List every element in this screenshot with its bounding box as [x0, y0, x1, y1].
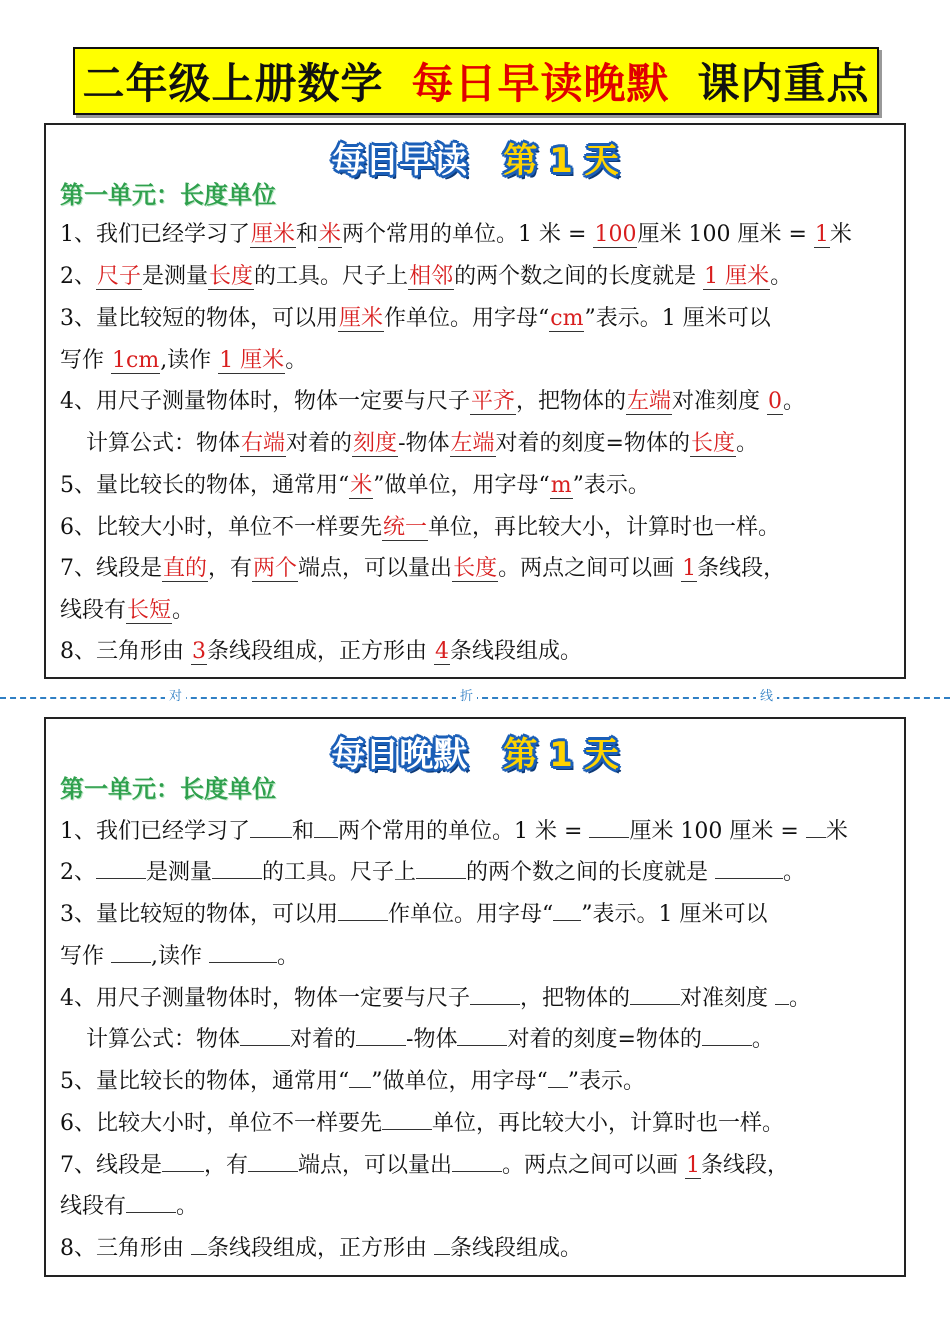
line-text: 的工具。尺子上 [254, 264, 409, 289]
line-text: 3、量比较短的物体，可以用 [60, 902, 338, 927]
fill-blank[interactable] [314, 815, 338, 838]
line-text: 条线段， [701, 1153, 790, 1178]
fill-blank[interactable] [111, 940, 151, 963]
read-line-formula [86, 428, 896, 460]
read-line-7 [60, 512, 896, 544]
line-text: 和 [296, 222, 319, 247]
line-text: 的工具。尺子上 [262, 860, 417, 885]
recite-line-formula [86, 1023, 896, 1056]
line-text: 厘米 100 厘米 = [629, 819, 806, 844]
fill-blank[interactable] [126, 1190, 176, 1213]
answer-text: 1 厘米 [704, 264, 770, 289]
answer-text: 长度 [690, 431, 735, 456]
line-text: 的两个数之间的长度就是 [466, 860, 716, 885]
line-text: 。 [789, 986, 812, 1011]
line-text: 。 [735, 431, 758, 456]
banner-day: 第 1 天 [503, 141, 619, 181]
recite-line-8 [60, 1149, 896, 1182]
line-text: 对着的 [286, 431, 353, 456]
fill-blank[interactable] [775, 982, 789, 1005]
read-line-3 [60, 303, 896, 335]
line-text: 厘米 100 厘米 = [637, 222, 814, 247]
fill-blank[interactable] [382, 1107, 432, 1130]
line-text: ，把物体的 [520, 986, 631, 1011]
line-text: 6、比较大小时，单位不一样要先 [60, 515, 382, 540]
recite-line-9 [60, 1190, 896, 1223]
banner-day: 第 1 天 [503, 735, 619, 775]
line-text: ,读作 [151, 944, 209, 969]
fill-blank[interactable] [191, 1232, 207, 1255]
answer-text: m [550, 473, 572, 498]
line-text: 。两点之间可以画 [498, 556, 682, 581]
recite-line-7 [60, 1107, 896, 1140]
line-text: 对准刻度 [680, 986, 776, 1011]
line-text: 2、 [60, 860, 96, 885]
fill-blank[interactable] [452, 1149, 502, 1172]
evening-recite-panel [44, 717, 906, 1277]
answer-text: 1 厘米 [219, 348, 285, 373]
fold-label-1: 对 [165, 688, 186, 706]
banner-title: 每日早读 [331, 141, 468, 181]
fill-blank[interactable] [630, 982, 680, 1005]
line-text: 4、用尺子测量物体时，物体一定要与尺子 [60, 389, 470, 414]
fill-blank[interactable] [715, 856, 783, 879]
fill-blank[interactable] [248, 1149, 298, 1172]
unit-heading: 第一单元：长度单位 [60, 775, 276, 803]
line-text: 条线段组成。 [450, 639, 583, 664]
line-text: 写作 [60, 944, 111, 969]
unit-heading: 第一单元：长度单位 [60, 181, 276, 209]
answer-text: 1 [682, 556, 697, 581]
line-text: 单位，再比较大小，计算时也一样。 [432, 1111, 785, 1136]
fill-blank[interactable] [250, 815, 292, 838]
fill-blank[interactable] [806, 815, 826, 838]
answer-text: 直的 [163, 556, 208, 581]
line-text: ”表示。1 厘米可以 [581, 902, 768, 927]
answer-text: 0 [768, 389, 783, 414]
line-text: 。 [285, 348, 308, 373]
fill-blank[interactable] [457, 1023, 507, 1046]
line-text: 两个常用的单位。1 米 = [338, 819, 590, 844]
fill-blank[interactable] [209, 940, 277, 963]
fill-blank[interactable] [338, 898, 388, 921]
read-line-9 [60, 595, 896, 627]
answer-text: 4 [435, 639, 449, 664]
line-text: 写作 [60, 348, 111, 373]
line-text: 端点，可以量出 [298, 556, 453, 581]
line-text: 是测量 [142, 264, 209, 289]
answer-text: 尺子 [97, 264, 142, 289]
answer-text: 统一 [383, 515, 428, 540]
read-line-1 [60, 219, 896, 251]
answer-text: 厘米 [339, 306, 384, 331]
title-part-key: 课内重点 [697, 59, 870, 108]
answer-text: 长度 [209, 264, 254, 289]
recite-line-10 [60, 1232, 896, 1265]
line-text: 7、线段是 [60, 556, 162, 581]
line-text: ，有 [208, 556, 253, 581]
read-line-4 [60, 345, 896, 377]
line-text: 条线段组成，正方形由 [207, 639, 434, 664]
line-text: ”表示。 [567, 1069, 645, 1094]
fill-blank[interactable] [349, 1065, 371, 1088]
line-text: 。两点之间可以画 [502, 1153, 686, 1178]
recite-line-4 [60, 940, 896, 973]
answer-text: 相邻 [409, 264, 454, 289]
line-text: 。 [751, 1027, 774, 1052]
line-text: 。 [176, 1194, 199, 1219]
recite-line-6 [60, 1065, 896, 1098]
title-part-grade: 二年级上册数学 [82, 59, 384, 108]
line-text: 。 [770, 264, 793, 289]
fill-blank[interactable] [162, 1149, 204, 1172]
fill-blank[interactable] [212, 856, 262, 879]
line-text: 单位，再比较大小，计算时也一样。 [428, 515, 781, 540]
line-text: 对着的刻度=物体的 [495, 431, 690, 456]
recite-line-3 [60, 898, 896, 931]
line-text: 条线段组成，正方形由 [207, 1236, 434, 1261]
line-text: 条线段， [697, 556, 786, 581]
fill-blank[interactable] [589, 815, 629, 838]
line-text: 。 [783, 389, 806, 414]
line-text: ”表示。1 厘米可以 [584, 306, 771, 331]
fold-label-3: 线 [756, 688, 777, 706]
line-text: 。 [783, 860, 806, 885]
answer-text: 1 [814, 222, 829, 247]
read-line-8 [60, 553, 896, 585]
answer-text: 米 [319, 222, 342, 247]
line-text: 计算公式：物体 [86, 431, 241, 456]
answer-text: 平齐 [471, 389, 516, 414]
fill-blank[interactable] [702, 1023, 752, 1046]
fill-blank[interactable] [96, 856, 146, 879]
line-text: ,读作 [160, 348, 219, 373]
line-text: -物体 [406, 1027, 458, 1052]
line-text: 是测量 [146, 860, 213, 885]
read-line-2 [60, 261, 896, 293]
line-text: 对着的 [290, 1027, 357, 1052]
morning-read-panel [44, 123, 906, 679]
line-text: 线段有 [60, 598, 127, 623]
line-text: 8、三角形由 [60, 1236, 191, 1261]
line-text: 。 [277, 944, 300, 969]
line-text: 端点，可以量出 [298, 1153, 453, 1178]
line-text: 8、三角形由 [60, 639, 191, 664]
recite-line-5 [60, 982, 896, 1015]
answer-text: 左端 [450, 431, 495, 456]
recite-line-2 [60, 856, 896, 889]
line-text: 对准刻度 [672, 389, 768, 414]
line-text: 6、比较大小时，单位不一样要先 [60, 1111, 382, 1136]
fill-blank[interactable] [548, 1065, 568, 1088]
fill-blank[interactable] [416, 856, 466, 879]
answer-text: 长度 [453, 556, 498, 581]
line-text: 计算公式：物体 [86, 1027, 241, 1052]
answer-text: 两个 [253, 556, 298, 581]
line-text: 5、量比较长的物体，通常用“ [60, 1069, 350, 1094]
answer-text: 厘米 [251, 222, 296, 247]
line-text: 7、线段是 [60, 1153, 162, 1178]
line-text: 和 [292, 819, 315, 844]
fold-label-2: 折 [456, 688, 477, 706]
fill-blank[interactable] [434, 1232, 450, 1255]
line-text: ，把物体的 [516, 389, 627, 414]
line-text: ，有 [204, 1153, 249, 1178]
fill-blank[interactable] [356, 1023, 406, 1046]
line-text: 米 [829, 222, 852, 247]
line-text: 作单位。用字母“ [384, 306, 550, 331]
answer-text: 刻度 [353, 431, 398, 456]
line-text: 对着的刻度=物体的 [507, 1027, 702, 1052]
answer-text: cm [550, 306, 584, 331]
fill-blank[interactable] [470, 982, 520, 1005]
line-text: 4、用尺子测量物体时，物体一定要与尺子 [60, 986, 470, 1011]
answer-text: 米 [350, 473, 373, 498]
answer-text: 3 [192, 639, 206, 664]
fill-blank[interactable] [553, 898, 581, 921]
read-line-10 [60, 636, 896, 668]
answer-text: 左端 [627, 389, 672, 414]
line-text: 3、量比较短的物体，可以用 [60, 306, 338, 331]
read-line-5 [60, 386, 896, 418]
page-title [73, 47, 879, 115]
line-text: 米 [825, 819, 848, 844]
line-text: 1、我们已经学习了 [60, 222, 250, 247]
answer-text: 1cm [112, 348, 160, 373]
line-text: 作单位。用字母“ [388, 902, 554, 927]
read-line-6 [60, 470, 896, 502]
answer-text: 右端 [241, 431, 286, 456]
line-text: 5、量比较长的物体，通常用“ [60, 473, 350, 498]
line-text: 线段有 [60, 1194, 127, 1219]
line-text: ”表示。 [572, 473, 650, 498]
banner-title: 每日晚默 [331, 735, 468, 775]
line-text: ”做单位，用字母“ [371, 1069, 548, 1094]
line-text: 2、 [60, 264, 96, 289]
recite-line-1 [60, 815, 896, 848]
line-text: -物体 [398, 431, 450, 456]
line-text: 1、我们已经学习了 [60, 819, 250, 844]
answer-text: 长短 [127, 598, 172, 623]
line-text: 条线段组成。 [450, 1236, 583, 1261]
line-text: 两个常用的单位。1 米 = [342, 222, 594, 247]
line-text: ”做单位，用字母“ [373, 473, 550, 498]
answer-text: 100 [594, 222, 637, 247]
line-text: 。 [172, 598, 195, 623]
answer-text: 1 [686, 1153, 701, 1178]
fill-blank[interactable] [240, 1023, 290, 1046]
title-part-daily: 每日早读晚默 [411, 59, 670, 108]
line-text: 的两个数之间的长度就是 [454, 264, 704, 289]
